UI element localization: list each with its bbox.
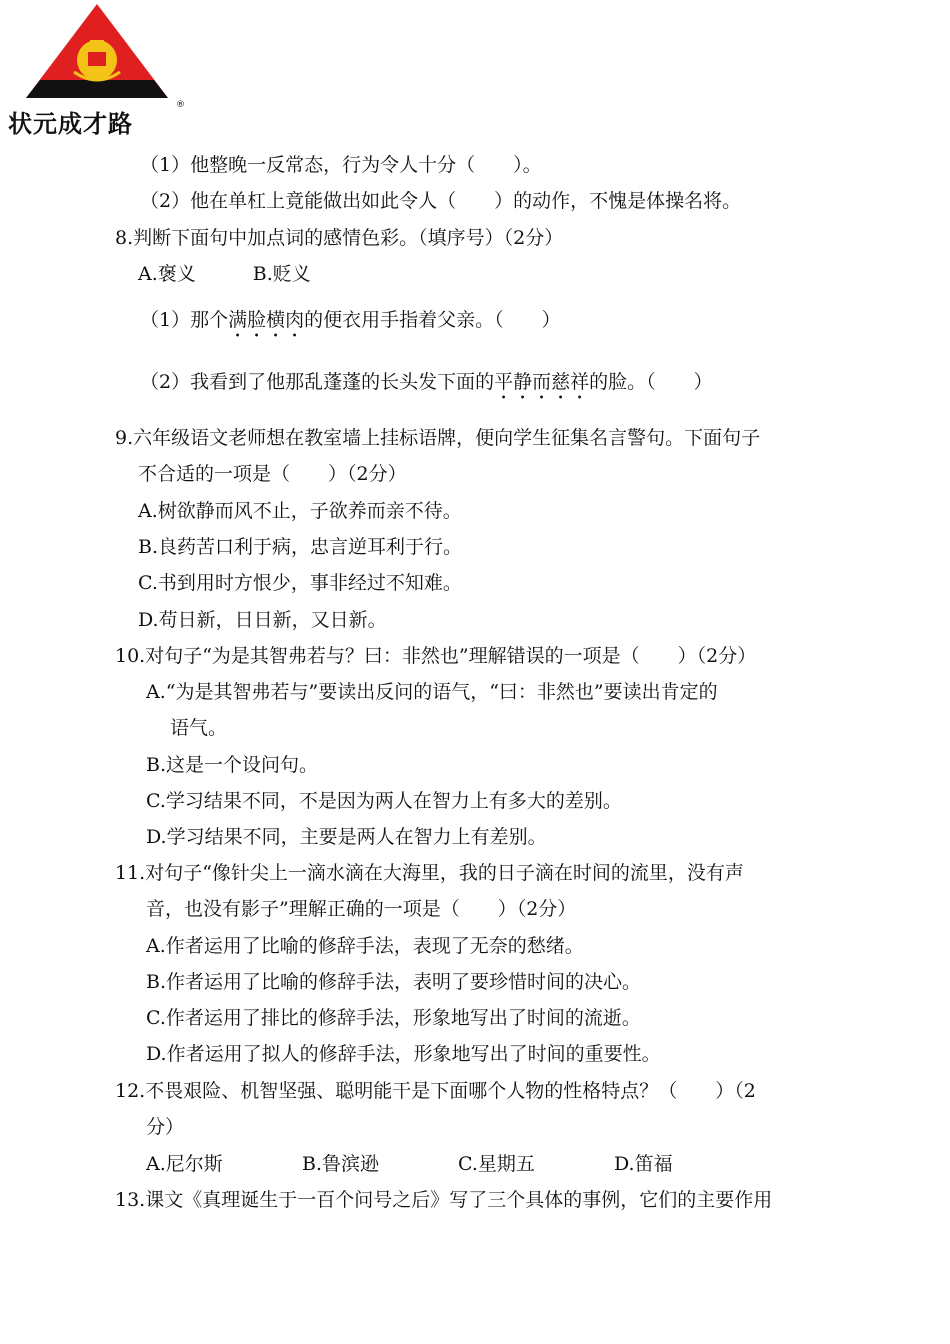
q9-option-a: A.树欲静而风不止，子欲养而亲不待。 xyxy=(138,500,462,522)
q12-stem-line2: 分） xyxy=(146,1116,185,1138)
q13-stem-line1: 13.课文《真理诞生于一百个问号之后》写了三个具体的事例，它们的主要作用 xyxy=(115,1189,773,1211)
q10-option-a-line2: 语气。 xyxy=(170,717,228,739)
q9-option-c: C.书到用时方恨少，事非经过不知难。 xyxy=(138,572,462,594)
q8-s2-pre: （2）我看到了他那乱蓬蓬的长头发下面的 xyxy=(140,371,495,393)
q12-option-c: C.星期五 xyxy=(458,1153,535,1175)
q8-sentence1 xyxy=(140,308,561,342)
q11-stem-line1: 11.对句子“像针尖上一滴水滴在大海里，我的日子滴在时间的流里，没有声 xyxy=(115,862,744,884)
registered-mark: ® xyxy=(176,100,185,110)
q12-stem-line1: 12.不畏艰险、机智坚强、聪明能干是下面哪个人物的性格特点？（ ）（2 xyxy=(115,1080,756,1102)
q11-option-b: B.作者运用了比喻的修辞手法，表明了要珍惜时间的决心。 xyxy=(146,971,642,993)
q10-stem: 10.对句子“为是其智弗若与？曰：非然也”理解错误的一项是（ ）（2分） xyxy=(115,645,757,667)
q11-option-d: D.作者运用了拟人的修辞手法，形象地写出了时间的重要性。 xyxy=(146,1043,661,1065)
q10-option-d: D.学习结果不同，主要是两人在智力上有差别。 xyxy=(146,826,547,848)
brand-name: 状元成才路 xyxy=(8,110,133,138)
q10-option-c: C.学习结果不同，不是因为两人在智力上有多大的差别。 xyxy=(146,790,622,812)
q9-option-b: B.良药苦口利于病，忠言逆耳利于行。 xyxy=(138,536,463,558)
q8-s2-dotted: 平静而慈祥 xyxy=(494,371,590,393)
q8-s1-dotted: 满脸横肉 xyxy=(228,309,305,331)
q9-stem-line1: 9.六年级语文老师想在教室墙上挂标语牌，便向学生征集名言警句。下面句子 xyxy=(115,427,761,449)
q7-sub2: （2）他在单杠上竟能做出如此令人（ ）的动作，不愧是体操名将。 xyxy=(140,190,742,212)
q12-option-d: D.笛福 xyxy=(614,1153,673,1175)
q8-s1-pre: （1）那个 xyxy=(140,309,229,331)
q7-sub1: （1）他整晚一反常态，行为令人十分（ ）。 xyxy=(140,154,542,176)
q9-stem-line2: 不合适的一项是（ ）（2分） xyxy=(138,463,407,485)
q12-option-b: B.鲁滨逊 xyxy=(302,1153,380,1175)
q8-s1-post: 的便衣用手指着父亲。（ ） xyxy=(304,309,561,331)
q12-option-a: A.尼尔斯 xyxy=(146,1153,223,1175)
q9-option-d: D.苟日新，日日新，又日新。 xyxy=(138,609,387,631)
q8-s2-post: 的脸。（ ） xyxy=(589,371,713,393)
q11-stem-line2: 音，也没有影子”理解正确的一项是（ ）（2分） xyxy=(146,898,577,920)
q8-stem: 8.判断下面句中加点词的感情色彩。（填序号）（2分） xyxy=(115,227,564,249)
q8-sentence2 xyxy=(140,370,713,404)
q11-option-c: C.作者运用了排比的修辞手法，形象地写出了时间的流逝。 xyxy=(146,1007,641,1029)
crest-icon xyxy=(22,2,172,102)
q10-option-a-line1: A.“为是其智弗若与”要读出反问的语气，“曰：非然也”要读出肯定的 xyxy=(146,681,718,703)
q10-option-b: B.这是一个设问句。 xyxy=(146,754,319,776)
q11-option-a: A.作者运用了比喻的修辞手法，表现了无奈的愁绪。 xyxy=(146,935,584,957)
q8-options: A.褒义 B.贬义 xyxy=(138,263,311,285)
